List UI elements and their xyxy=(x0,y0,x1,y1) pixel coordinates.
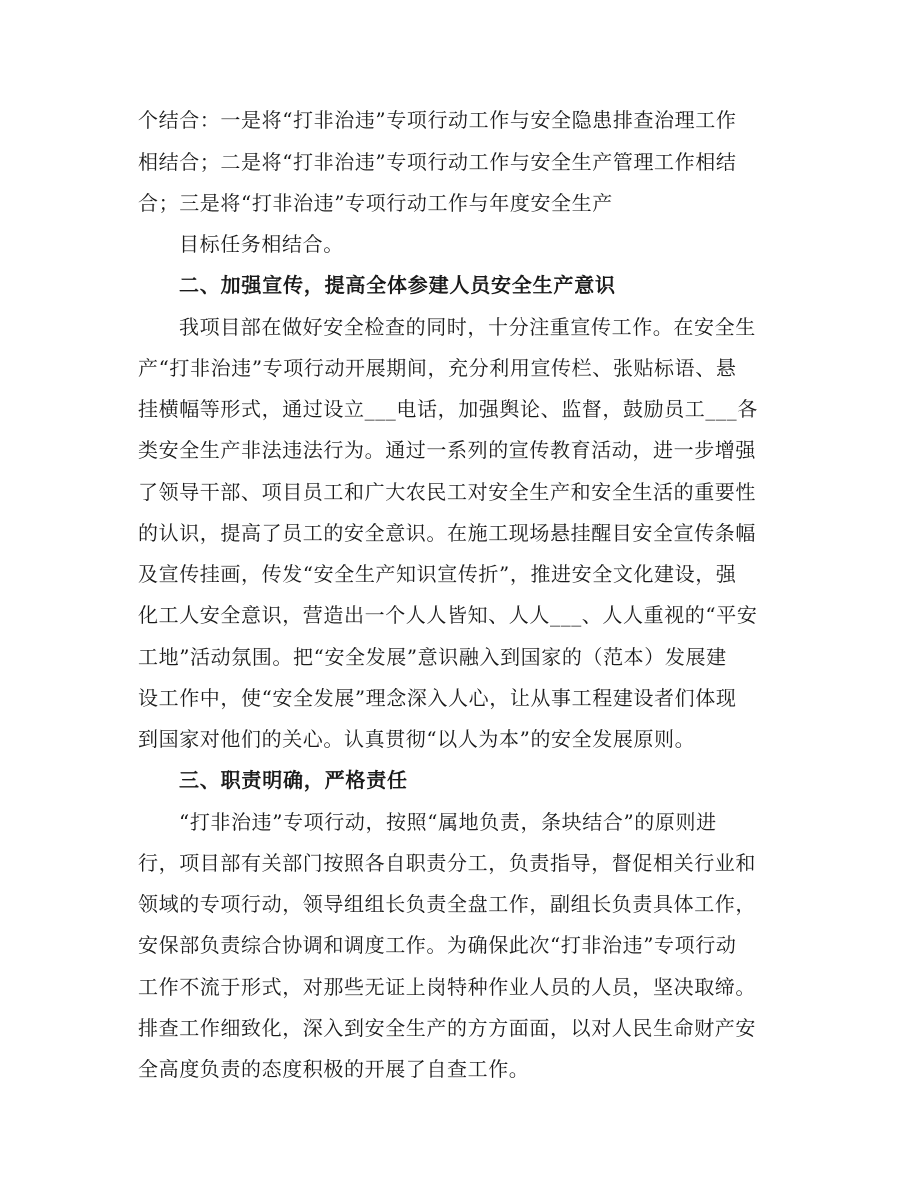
paragraph-line: 产“打非治违”专项行动开展期间，充分利用宣传栏、张贴标语、悬 xyxy=(138,356,737,380)
paragraph-line: 设工作中，使“安全发展”理念深入人心，让从事工程建设者们体现 xyxy=(138,686,737,710)
paragraph-line: 行，项目部有关部门按照各自职责分工，负责指导，督促相关行业和 xyxy=(138,851,756,875)
paragraph-line: 安保部负责综合协调和调度工作。为确保此次“打非治违”专项行动 xyxy=(138,933,737,957)
paragraph-line: 到国家对他们的关心。认真贯彻“以人为本”的安全发展原则。 xyxy=(138,727,696,751)
paragraph-line: 工作不流于形式，对那些无证上岗特种作业人员的人员，坚决取缔。 xyxy=(138,975,756,999)
paragraph-line: 及宣传挂画，传发“安全生产知识宣传折”，推进安全文化建设，强 xyxy=(138,562,737,586)
paragraph-line: 全高度负责的态度积极的开展了自查工作。 xyxy=(138,1057,530,1081)
section-heading-3: 三、职责明确，严格责任 xyxy=(179,768,408,792)
paragraph-line: 排查工作细致化，深入到安全生产的方方面面，以对人民生命财产安 xyxy=(138,1016,756,1040)
paragraph-line: 目标任务相结合。 xyxy=(179,232,344,256)
paragraph-line: “打非治违”专项行动，按照“属地负责，条块结合”的原则进 xyxy=(179,810,717,834)
paragraph-line: 领域的专项行动，领导组组长负责全盘工作，副组长负责具体工作， xyxy=(138,892,756,916)
paragraph-line: 个结合：一是将“打非治违”专项行动工作与安全隐患排查治理工作 xyxy=(138,108,737,132)
paragraph-line: 工地”活动氛围。把“安全发展”意识融入到国家的（范本）发展建 xyxy=(138,645,727,669)
paragraph-line: 的认识，提高了员工的安全意识。在施工现场悬挂醒目安全宣传条幅 xyxy=(138,521,756,545)
paragraph-line: 挂横幅等形式，通过设立___电话，加强舆论、监督，鼓励员工___各 xyxy=(138,397,758,421)
paragraph-line: 化工人安全意识，营造出一个人人皆知、人人___、人人重视的“平安 xyxy=(138,603,758,627)
section-heading-2: 二、加强宣传，提高全体参建人员安全生产意识 xyxy=(179,273,616,297)
paragraph-line: 相结合；二是将“打非治违”专项行动工作与安全生产管理工作相结 xyxy=(138,150,737,174)
paragraph-line: 了领导干部、项目员工和广大农民工对安全生产和安全生活的重要性 xyxy=(138,480,756,504)
paragraph-line: 合；三是将“打非治违”专项行动工作与年度安全生产 xyxy=(138,191,613,215)
paragraph-line: 我项目部在做好安全检查的同时，十分注重宣传工作。在安全生 xyxy=(179,315,756,339)
paragraph-line: 类安全生产非法违法行为。通过一系列的宣传教育活动，进一步增强 xyxy=(138,438,756,462)
